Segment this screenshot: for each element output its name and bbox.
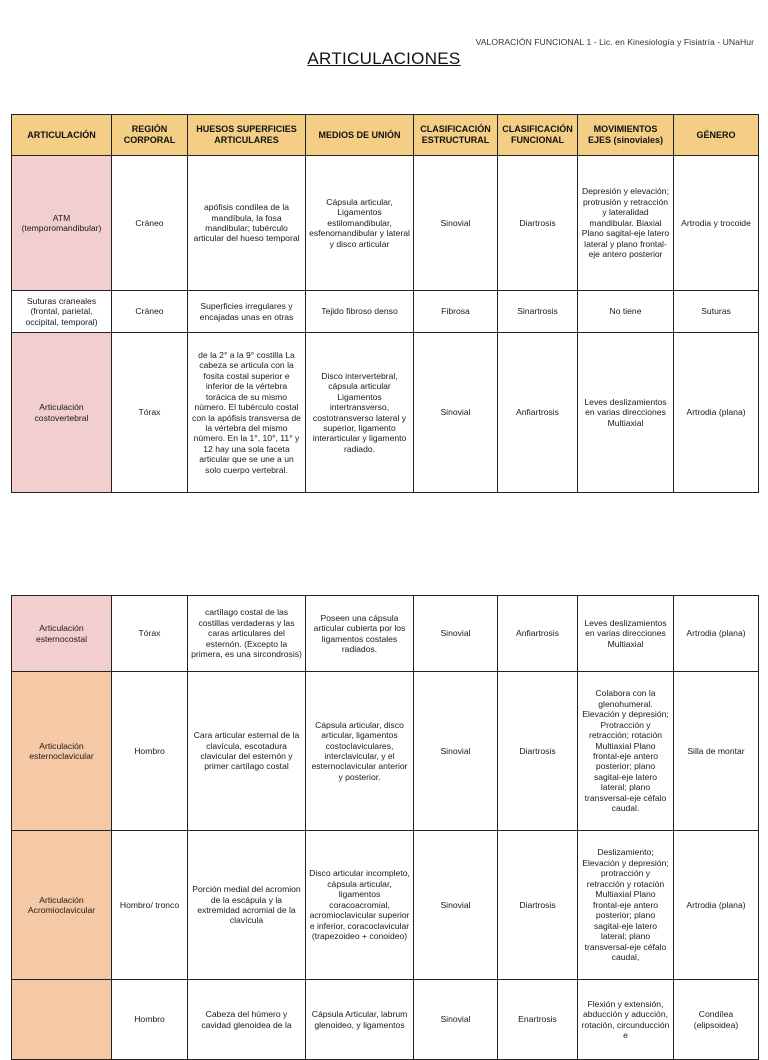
cell-articulacion: Articulación costovertebral	[12, 333, 112, 493]
cell-articulacion: ATM (temporomandibular)	[12, 156, 112, 291]
cell-huesos: Superficies irregulares y encajadas unas en otras	[188, 291, 306, 333]
cell-huesos: Cabeza del húmero y cavidad glenoidea de la	[188, 980, 306, 1060]
cell-region: Hombro/ tronco	[112, 831, 188, 980]
col-header-estructural: CLASIFICACIÓN ESTRUCTURAL	[414, 115, 498, 156]
cell-articulacion: Articulación esternocostal	[12, 596, 112, 672]
cell-huesos: Porción medial del acromion de la escápula y la extremidad acromial de la clavícula	[188, 831, 306, 980]
cell-movimientos: No tiene	[578, 291, 674, 333]
cell-region: Cráneo	[112, 156, 188, 291]
col-header-articulacion: ARTICULACIÓN	[12, 115, 112, 156]
cell-estructural: Sinovial	[414, 596, 498, 672]
cell-estructural: Sinovial	[414, 831, 498, 980]
cell-estructural: Fibrosa	[414, 291, 498, 333]
cell-medios: Tejido fibroso denso	[306, 291, 414, 333]
table-row	[12, 291, 759, 333]
document-header-note: VALORACIÓN FUNCIONAL 1 - Lic. en Kinesiología y Fisiatría - UNaHur	[475, 37, 754, 47]
cell-articulacion	[12, 980, 112, 1060]
cell-genero: Artrodia (plana)	[674, 831, 759, 980]
cell-huesos: Cara articular esternal de la clavícula, escotadura clavicular del esternón y primer cartílago costal	[188, 672, 306, 831]
cell-genero: Artrodia (plana)	[674, 596, 759, 672]
cell-funcional: Sinartrosis	[498, 291, 578, 333]
cell-region: Cráneo	[112, 291, 188, 333]
cell-movimientos: Flexión y extensión, abducción y aducción, rotación, circunducción e	[578, 980, 674, 1060]
cell-huesos: apófisis condílea de la mandíbula, la fosa mandibular; tubérculo articular del hueso temporal	[188, 156, 306, 291]
cell-region: Hombro	[112, 672, 188, 831]
cell-medios: Cápsula articular, Ligamentos estilomandibular, esfenomandibular y lateral y disco articular	[306, 156, 414, 291]
col-header-region: REGIÓN CORPORAL	[112, 115, 188, 156]
cell-medios: Disco articular incompleto, cápsula articular, ligamentos coracoacromial, acromioclavicular superior e inferior, coracoclavicular (trapezoideo + conoideo)	[306, 831, 414, 980]
cell-genero: Silla de montar	[674, 672, 759, 831]
cell-estructural: Sinovial	[414, 672, 498, 831]
cell-funcional: Anfiartrosis	[498, 333, 578, 493]
cell-region: Tórax	[112, 333, 188, 493]
cell-movimientos: Colabora con la glenohumeral. Elevación y depresión; Protracción y retracción; rotación Multiaxial Plano frontal-eje antero posterior; plano sagital-eje latero lateral; plano transversal-eje céfalo caudal.	[578, 672, 674, 831]
cell-articulacion: Articulación Acromioclavicular	[12, 831, 112, 980]
articulations-table-1	[11, 114, 759, 493]
cell-medios: Disco intervertebral, cápsula articular Ligamentos intertransverso, costotransverso lateral y superior, ligamento interarticular y ligamento radiado.	[306, 333, 414, 493]
cell-funcional: Anfiartrosis	[498, 596, 578, 672]
table-row	[12, 156, 759, 291]
cell-genero: Artrodia (plana)	[674, 333, 759, 493]
cell-articulacion: Articulación esternoclavicular	[12, 672, 112, 831]
cell-region: Hombro	[112, 980, 188, 1060]
cell-movimientos: Leves deslizamientos en varias direcciones Multiaxial	[578, 596, 674, 672]
cell-funcional: Diartrosis	[498, 156, 578, 291]
table-row	[12, 980, 759, 1060]
cell-medios: Cápsula articular, disco articular, ligamentos costoclaviculares, interclavicular, y el esternoclavicular anterior y posterior.	[306, 672, 414, 831]
cell-estructural: Sinovial	[414, 156, 498, 291]
articulations-table-2	[11, 595, 759, 1060]
col-header-genero: GÉNERO	[674, 115, 759, 156]
cell-movimientos: Leves deslizamientos en varias direcciones Multiaxial	[578, 333, 674, 493]
cell-genero: Suturas	[674, 291, 759, 333]
cell-huesos: cartílago costal de las costillas verdaderas y las caras articulares del esternón. (Excepto la primera, es una sircondrosis)	[188, 596, 306, 672]
table-row	[12, 596, 759, 672]
cell-medios: Cápsula Articular, labrum glenoideo, y ligamentos	[306, 980, 414, 1060]
table-row	[12, 672, 759, 831]
page-title: ARTICULACIONES	[307, 49, 461, 68]
cell-genero: Condílea (elipsoidea)	[674, 980, 759, 1060]
table-header-row	[12, 115, 759, 156]
col-header-movimientos: MOVIMIENTOS EJES (sinoviales)	[578, 115, 674, 156]
cell-estructural: Sinovial	[414, 980, 498, 1060]
cell-region: Tórax	[112, 596, 188, 672]
cell-huesos: de la 2° a la 9° costilla La cabeza se articula con la fosita costal superior e inferior de la vértebra torácica de su mismo número. El tubérculo costal con la apófisis transversa de la vértebra del mismo número. En la 1°, 10°, 11° y 12 hay una sola faceta articular que se une a un solo cuerpo vertebral.	[188, 333, 306, 493]
col-header-funcional: CLASIFICACIÓN FUNCIONAL	[498, 115, 578, 156]
cell-funcional: Diartrosis	[498, 831, 578, 980]
cell-movimientos: Deslizamiento; Elevación y depresión; protracción y retracción y rotación Multiaxial Plano frontal-eje antero posterior; plano sagital-eje latero lateral; plano transversal-eje céfalo caudal,	[578, 831, 674, 980]
table-row	[12, 333, 759, 493]
cell-funcional: Enartrosis	[498, 980, 578, 1060]
cell-medios: Poseen una cápsula articular cubierta por los ligamentos costales radiados.	[306, 596, 414, 672]
cell-articulacion: Suturas craneales (frontal, parietal, occipital, temporal)	[12, 291, 112, 333]
cell-funcional: Diartrosis	[498, 672, 578, 831]
table-row	[12, 831, 759, 980]
col-header-huesos: HUESOS SUPERFICIES ARTICULARES	[188, 115, 306, 156]
cell-genero: Artrodia y trocoide	[674, 156, 759, 291]
col-header-medios: MEDIOS DE UNIÓN	[306, 115, 414, 156]
cell-movimientos: Depresión y elevación; protrusión y retracción y lateralidad mandibular. Biaxial Plano sagital-eje latero lateral y plano frontal-eje antero posterior	[578, 156, 674, 291]
cell-estructural: Sinovial	[414, 333, 498, 493]
